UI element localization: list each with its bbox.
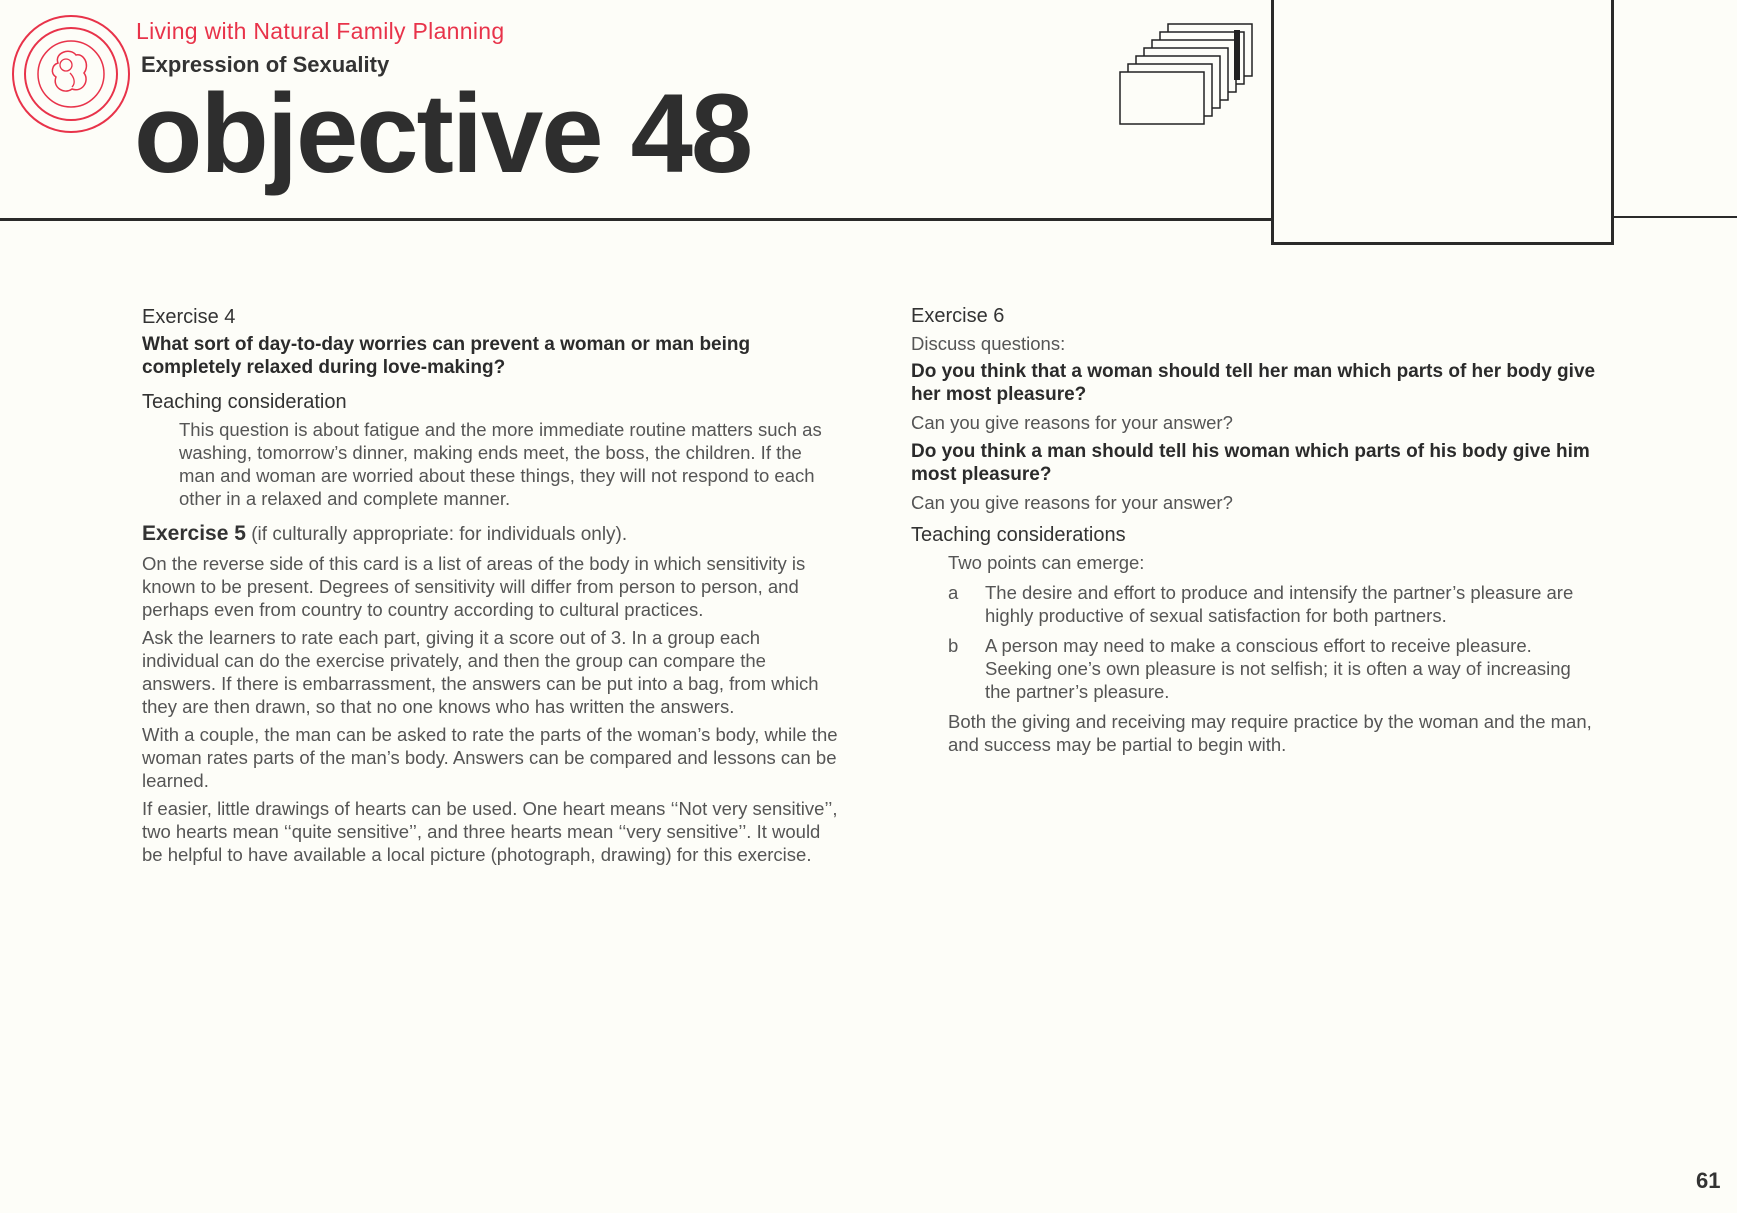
stacked-cards-icon (1098, 20, 1258, 126)
blank-panel (1271, 0, 1614, 245)
header-divider-right (1611, 216, 1737, 218)
exercise-6-intro: Discuss questions: (911, 333, 1066, 354)
teaching-considerations-intro: Two points can emerge: (948, 552, 1145, 573)
exercise-5-paragraph-1: On the reverse side of this card is a list of areas of the body in which sensitivity is known to be present. Degrees of sensitivity will differ from person to person, and perhaps even from country to country according to cultural practices. (142, 553, 806, 620)
exercise-4-heading: Exercise 4 (142, 306, 236, 328)
exercise-5-heading-line (142, 522, 842, 546)
teaching-consideration-heading: Teaching consideration (142, 391, 347, 413)
page-number: 61 (1696, 1168, 1721, 1193)
teaching-considerations-closing: Both the giving and receiving may require practice by the woman and the man, and success may be partial to begin with. (948, 711, 1592, 755)
list-item-letter: a (948, 582, 959, 603)
left-column (142, 306, 842, 871)
teaching-consideration-text: This question is about fatigue and the more immediate routine matters such as washing, tomorrow’s dinner, making ends meet, the boss, the children. If the man and woman are worried about these things, they will not respond to each other in a relaxed and complete manner. (179, 419, 822, 509)
teaching-considerations-heading: Teaching considerations (911, 524, 1126, 546)
exercise-6-heading: Exercise 6 (911, 305, 1005, 327)
list-item-text: The desire and effort to produce and intensify the partner’s pleasure are highly productive of sexual satisfaction for both partners. (985, 582, 1574, 626)
section-title: Expression of Sexuality (141, 52, 390, 77)
right-column (911, 305, 1601, 761)
page-title: objective 48 (134, 71, 752, 196)
exercise-6-question-1: Do you think that a woman should tell her man which parts of her body give her most pleasure? (911, 361, 1596, 405)
nfp-logo-icon (10, 13, 132, 135)
list-item-letter: b (948, 635, 959, 656)
list-item (948, 634, 1601, 703)
exercise-6-question-1-follow: Can you give reasons for your answer? (911, 412, 1233, 433)
exercise-4-question: What sort of day-to-day worries can prevent a woman or man being completely relaxed during love-making? (142, 334, 751, 378)
exercise-5-paragraph-2: Ask the learners to rate each part, giving it a score out of 3. In a group each individual can do the exercise privately, and then the group can compare the answers. If there is embarrassment, the answers can be put into a bag, from which they are then drawn, so that no one knows who has written the answers. (142, 627, 819, 717)
exercise-6-question-2: Do you think a man should tell his woman which parts of his body give him most pleasure? (911, 441, 1590, 485)
exercise-5-paragraph-3: With a couple, the man can be asked to rate the parts of the woman’s body, while the woman rates parts of the man’s body. Answers can be compared and lessons can be learned. (142, 724, 838, 791)
exercise-5-paragraph-4: If easier, little drawings of hearts can be used. One heart means ‘‘Not very sensitive’’, two hearts mean ‘‘quite sensitive’’, and three hearts mean ‘‘very sensitive’’. It would be helpful to have available a local picture (photograph, drawing) for this exercise. (142, 798, 838, 865)
list-item (948, 581, 1601, 627)
header-divider (0, 218, 1272, 221)
exercise-5-heading: Exercise 5 (142, 522, 246, 545)
exercise-5-note: (if culturally appropriate: for individuals only). (245, 524, 628, 545)
series-title: Living with Natural Family Planning (136, 18, 505, 44)
list-item-text: A person may need to make a conscious effort to receive pleasure. Seeking one’s own pleasure is not selfish; it is often a way of increasing the partner’s pleasure. (985, 635, 1571, 702)
exercise-6-question-2-follow: Can you give reasons for your answer? (911, 492, 1233, 513)
